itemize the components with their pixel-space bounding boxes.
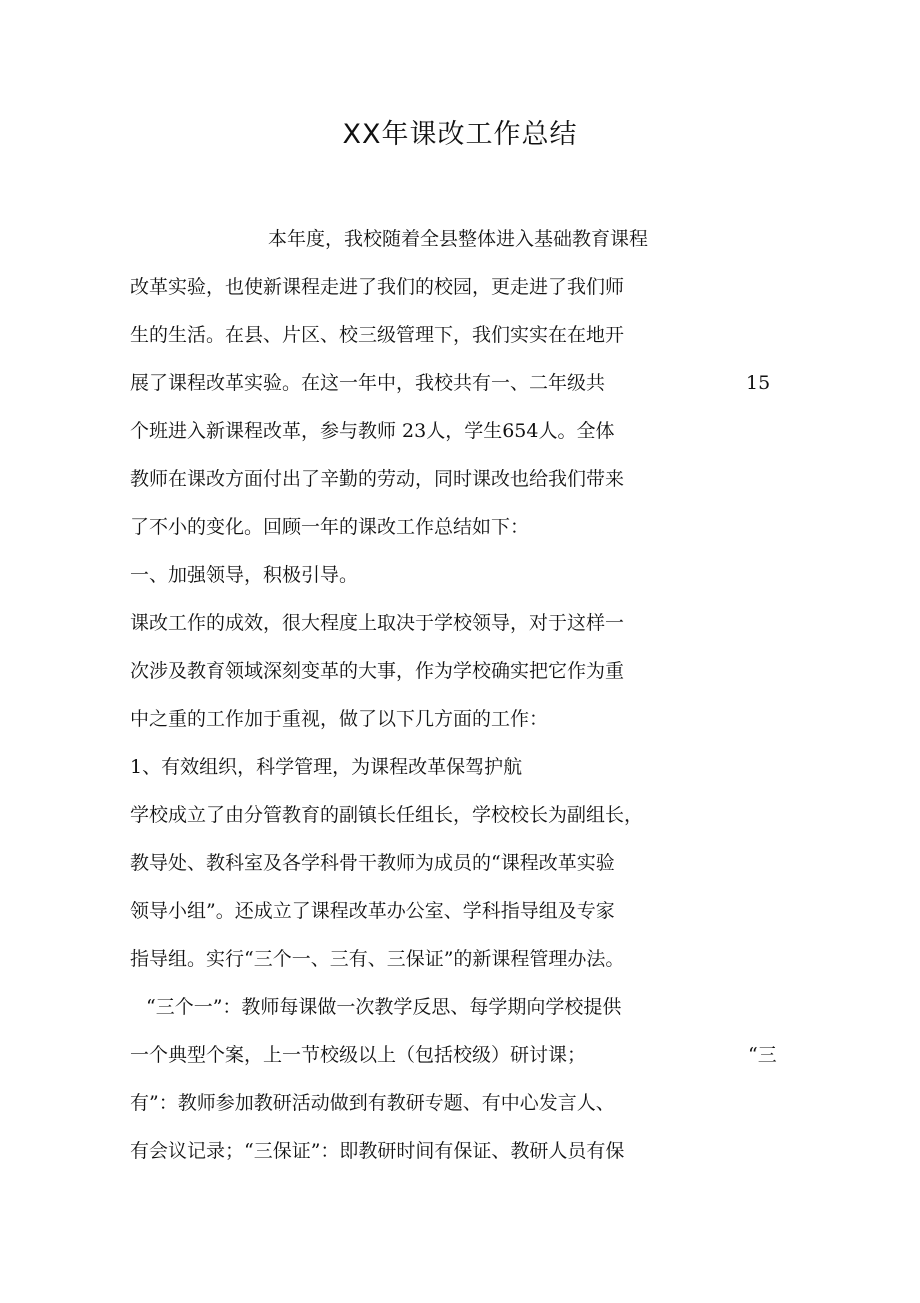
body-line-13: 领导小组”。还成立了课程改革办公室、学科指导组及专家 [130, 900, 615, 922]
body-line-7: 了不小的变化。回顾一年的课改工作总结如下： [130, 516, 530, 538]
body-line-14: 指导组。实行“三个一、三有、三保证”的新课程管理办法。 [130, 948, 625, 970]
subsection-heading-1: 1、有效组织，科学管理，为课程改革保驾护航 [130, 756, 523, 778]
body-line-4: 展了课程改革实验。在这一年中，我校共有一、二年级共 [130, 372, 606, 394]
body-line-18: 有会议记录；“三保证”：即教研时间有保证、教研人员有保 [130, 1140, 625, 1162]
body-line-10: 中之重的工作加于重视，做了以下几方面的工作： [130, 708, 549, 730]
body-line-9: 次涉及教育领域深刻变革的大事，作为学校确实把它作为重 [130, 660, 625, 682]
body-line-4-number: 15 [746, 372, 771, 394]
body-line-6: 教师在课改方面付出了辛勤的劳动，同时课改也给我们带来 [130, 468, 625, 490]
body-line-3: 生的生活。在县、片区、校三级管理下，我们实实在在地开 [130, 324, 625, 346]
section-heading-1: 一、加强领导，积极引导。 [130, 564, 359, 586]
body-line-12: 教导处、教科室及各学科骨干教师为成员的“课程改革实验 [130, 852, 615, 874]
body-line-16-tail: “三 [748, 1044, 777, 1066]
body-line-8: 课改工作的成效，很大程度上取决于学校领导，对于这样一 [130, 612, 625, 634]
body-line-5: 个班进入新课程改革，参与教师 23人，学生654人。全体 [130, 420, 615, 442]
document-title: XX年课改工作总结 [342, 119, 578, 150]
body-line-11: 学校成立了由分管教育的副镇长任组长，学校校长为副组长， [130, 804, 644, 826]
body-line-15: “三个一”：教师每课做一次教学反思、每学期向学校提供 [146, 996, 622, 1018]
body-line-2: 改革实验，也使新课程走进了我们的校园，更走进了我们师 [130, 276, 625, 298]
body-line-16: 一个典型个案，上一节校级以上（包括校级）研讨课； [130, 1044, 587, 1066]
body-line-17: 有”：教师参加教研活动做到有教研专题、有中心发言人、 [130, 1092, 615, 1114]
body-line-1: 本年度，我校随着全县整体进入基础教育课程 [268, 228, 649, 250]
